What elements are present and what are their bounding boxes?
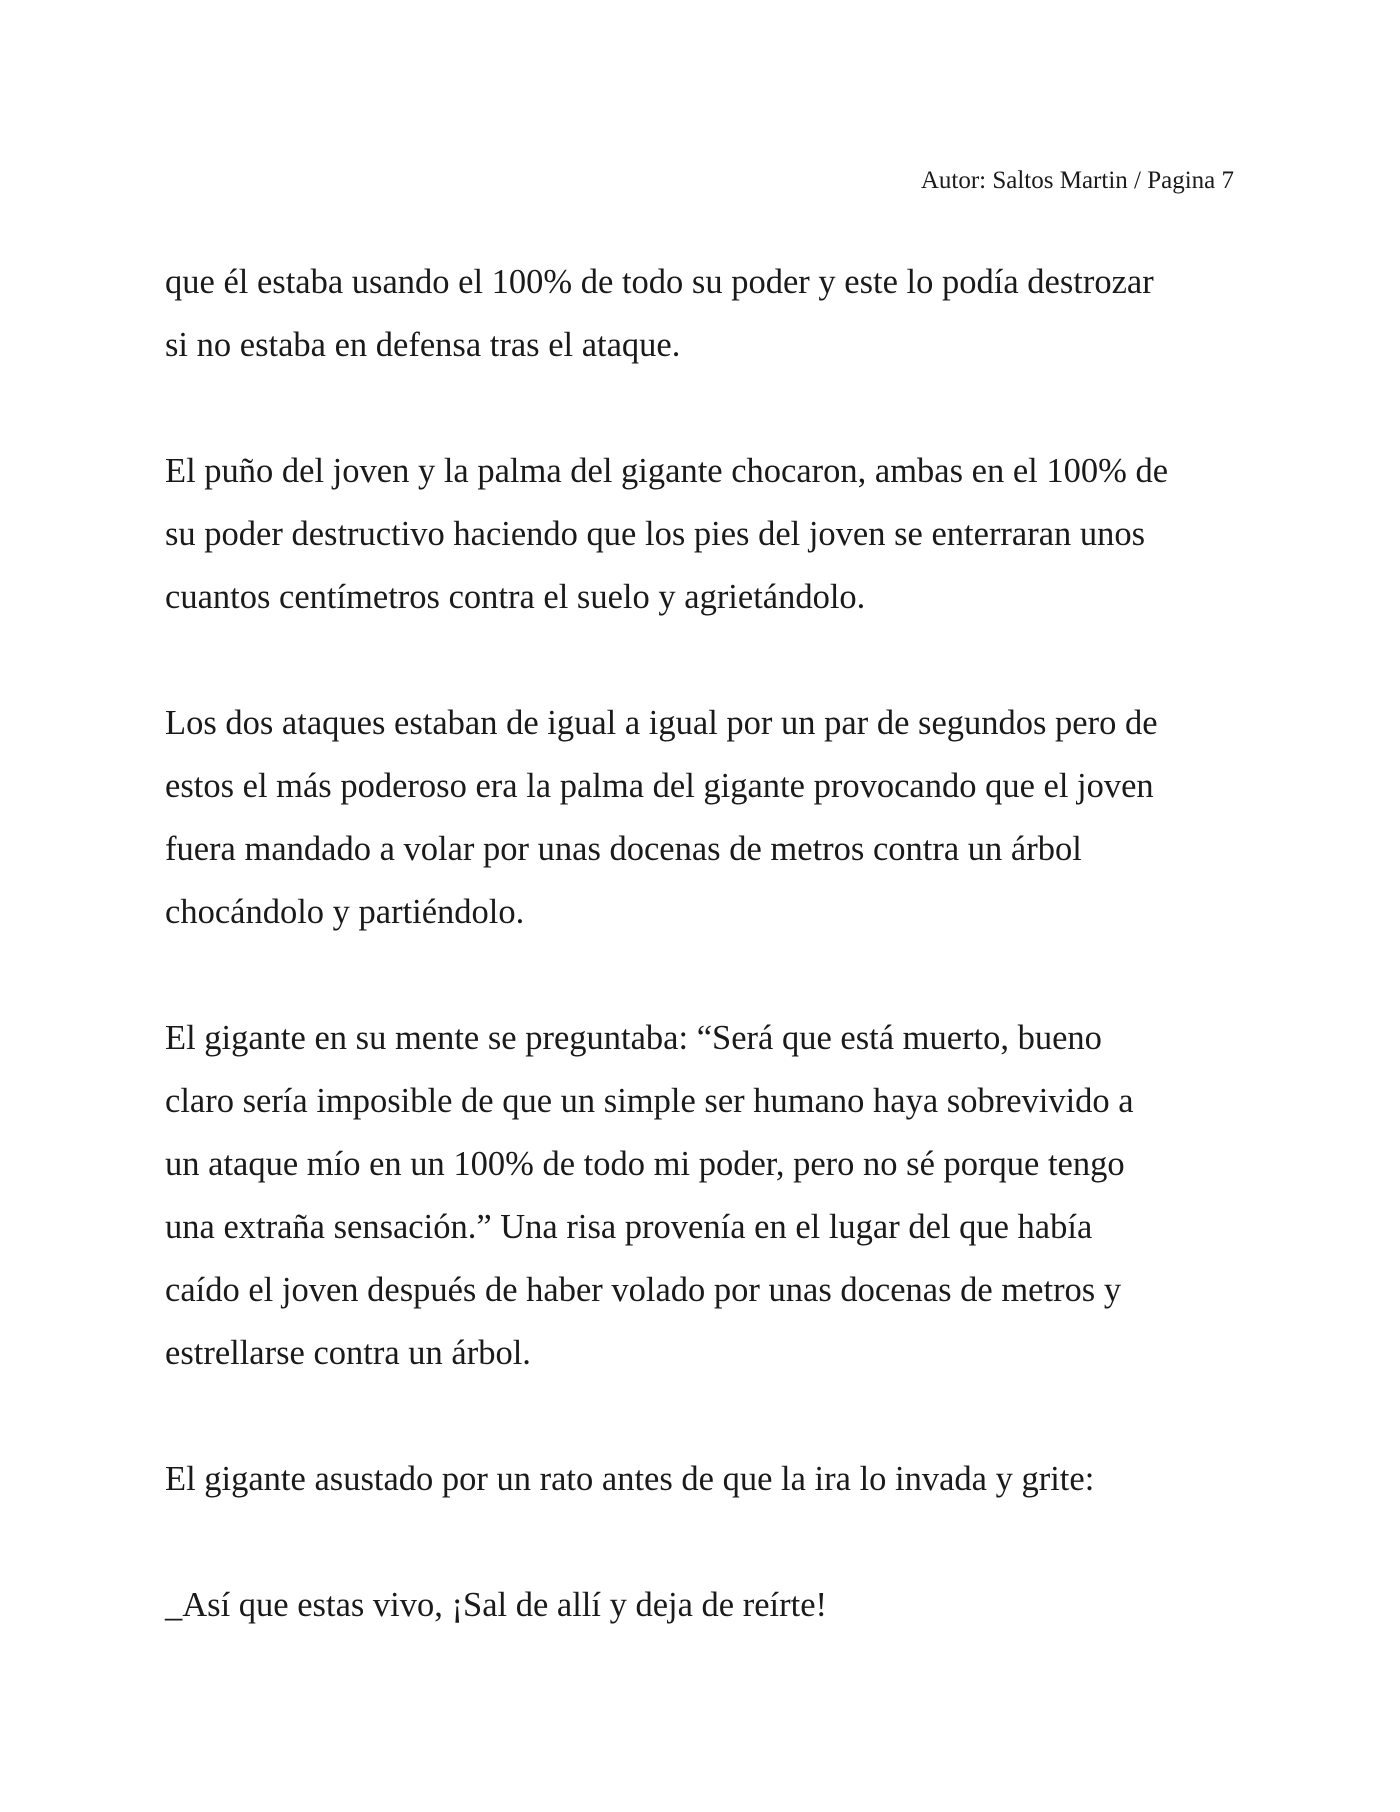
text-line: una extraña sensación.” Una risa provenía en el lugar del que había — [165, 1208, 1093, 1246]
text-line: El gigante asustado por un rato antes de que la ira lo invada y grite: — [165, 1460, 1095, 1498]
body-text — [165, 251, 1250, 1637]
text-line: cuantos centímetros contra el suelo y agrietándolo. — [165, 578, 866, 616]
paragraph-gap — [165, 377, 1250, 440]
text-line: estrellarse contra un árbol. — [165, 1334, 531, 1372]
text-line: estos el más poderoso era la palma del gigante provocando que el joven — [165, 767, 1154, 805]
paragraph-gap — [165, 1511, 1250, 1574]
paragraph-2 — [165, 440, 1250, 629]
page-header: Autor: Saltos Martin / Pagina 7 — [920, 167, 1234, 194]
paragraph-gap — [165, 1385, 1250, 1448]
text-line: El puño del joven y la palma del gigante chocaron, ambas en el 100% de — [165, 452, 1169, 490]
paragraph-4 — [165, 1007, 1250, 1385]
text-line: _Así que estas vivo, ¡Sal de allí y deja de reírte! — [165, 1586, 828, 1624]
text-line: su poder destructivo haciendo que los pies del joven se enterraran unos — [165, 515, 1146, 553]
text-line: El gigante en su mente se preguntaba: “Será que está muerto, bueno — [165, 1019, 1102, 1057]
text-line: Los dos ataques estaban de igual a igual por un par de segundos pero de — [165, 704, 1158, 742]
text-line: que él estaba usando el 100% de todo su poder y este lo podía destrozar — [165, 263, 1154, 301]
paragraph-gap — [165, 629, 1250, 692]
text-line: si no estaba en defensa tras el ataque. — [165, 326, 681, 364]
text-line: caído el joven después de haber volado por unas docenas de metros y — [165, 1271, 1122, 1309]
paragraph-1 — [165, 251, 1250, 377]
text-line: un ataque mío en un 100% de todo mi poder, pero no sé porque tengo — [165, 1145, 1125, 1183]
paragraph-gap — [165, 944, 1250, 1007]
text-line: chocándolo y partiéndolo. — [165, 893, 525, 931]
paragraph-3 — [165, 692, 1250, 944]
text-line: fuera mandado a volar por unas docenas de metros contra un árbol — [165, 830, 1082, 868]
text-line: claro sería imposible de que un simple ser humano haya sobrevivido a — [165, 1082, 1134, 1120]
paragraph-5 — [165, 1448, 1250, 1511]
paragraph-6 — [165, 1574, 1250, 1637]
